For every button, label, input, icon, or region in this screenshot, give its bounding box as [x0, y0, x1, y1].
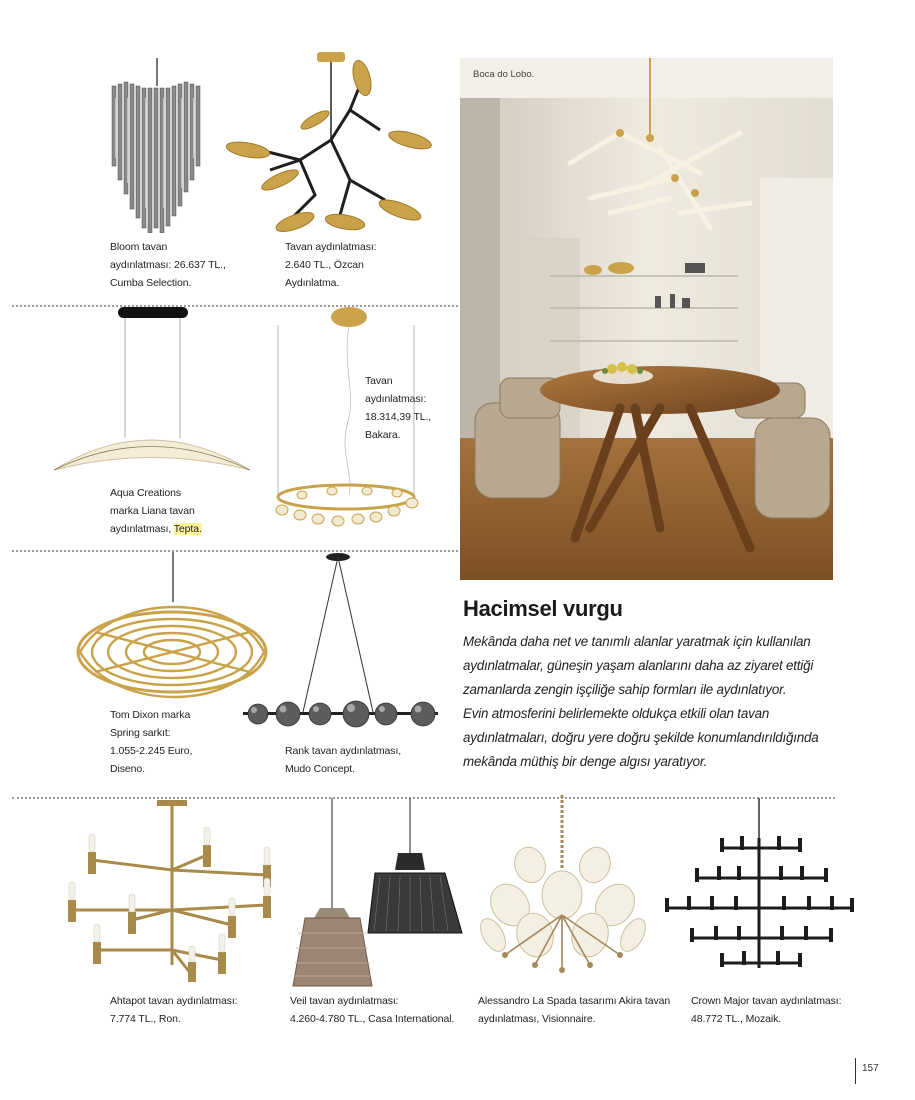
branch-leaf-chandelier-image: [220, 50, 440, 240]
ozcan-caption: Tavan aydınlatması: 2.640 TL., Özcan Aydınlatma.: [285, 241, 377, 289]
bakara-caption: Tavan aydınlatması: 18.314,39 TL., Bakara.: [365, 375, 432, 441]
spring-caption: Tom Dixon marka Spring sarkıt: 1.055-2.245 Euro, Diseno.: [110, 709, 193, 775]
rank-bubble-chandelier-image: [238, 552, 443, 737]
veil-caption: Veil tavan aydınlatması: 4.260-4.780 TL., Casa International.: [290, 995, 455, 1025]
bloom-caption: Bloom tavan aydınlatması: 26.637 TL., Cumba Selection.: [110, 241, 226, 289]
page-number-rule: [855, 1058, 856, 1084]
highlighted-brand: Tepta.: [173, 523, 202, 535]
rank-caption: Rank tavan aydınlatması, Mudo Concept.: [285, 745, 402, 775]
veil-pendants-image: [290, 798, 465, 988]
section-title: Hacimsel vurgu: [463, 596, 623, 621]
bloom-chandelier-image: [100, 58, 215, 233]
crown-caption: Crown Major tavan aydınlatması: 48.772 TL., Mozaik.: [691, 995, 842, 1025]
liana-pendant-image: [50, 305, 255, 480]
section-body: Mekânda daha net ve tanımlı alanlar yaratmak için kullanılan aydınlatmalar, güneşin yaşam alanlarını daha az ziyaret ettiği zamanlarda zengin işçiliğe sahip formları ile aydınlatıyor. Evin atmosferini belirlemekte oldukça etkili olan tavan aydınlatmaları, doğru yere doğru şekilde konumlandırıldığında mekânda müthiş bir denge algısı yaratıyor.: [463, 634, 819, 769]
ahtapot-brass-chandelier-image: [62, 800, 282, 985]
photo-credit: Boca do Lobo.: [473, 69, 535, 80]
akira-caption: Alessandro La Spada tasarımı Akira tavan aydınlatması, Visionnaire.: [478, 995, 671, 1025]
page-number: 157: [862, 1063, 879, 1074]
akira-shell-chandelier-image: [475, 795, 650, 980]
liana-caption: Aqua Creations marka Liana tavan aydınlatması, Tepta.: [110, 487, 202, 535]
crown-major-chandelier-image: [662, 798, 857, 978]
boca-do-lobo-dining-room-photo: [460, 58, 833, 580]
ahtapot-caption: Ahtapot tavan aydınlatması: 7.774 TL., Ron.: [110, 995, 238, 1025]
